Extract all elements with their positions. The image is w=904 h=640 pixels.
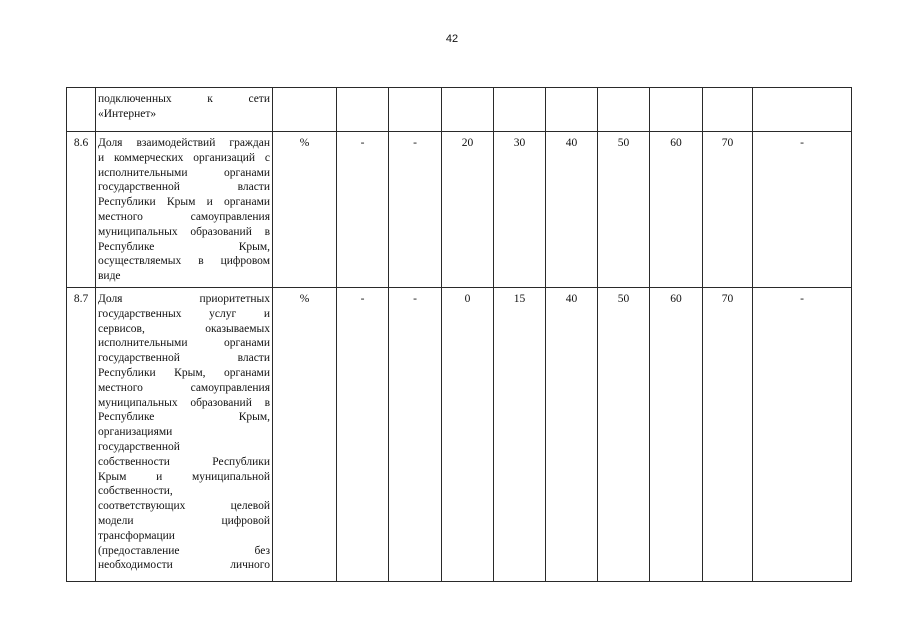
value-cell: 20 — [442, 132, 494, 288]
description-line: сервисов, оказываемых — [98, 322, 270, 335]
value-cell: - — [753, 288, 852, 582]
description-line: Республики Крым и органами — [98, 196, 270, 209]
page-number: 42 — [445, 33, 459, 45]
value-cell: 30 — [494, 132, 546, 288]
unit-cell — [273, 88, 337, 132]
indicator-description — [96, 88, 273, 132]
value-cell — [650, 88, 703, 132]
table-row — [67, 88, 852, 132]
value-cell — [494, 88, 546, 132]
description-line: государственной — [98, 440, 180, 453]
description-line: Доля взаимодействий граждан — [98, 137, 270, 149]
description-line: организациями — [98, 426, 173, 439]
value-cell — [703, 88, 753, 132]
description-line: (предоставление без — [98, 544, 270, 557]
description-line: необходимости личного — [98, 559, 270, 572]
table-row — [67, 132, 852, 288]
value-cell: 60 — [650, 288, 703, 582]
description-line: Крым и муниципальной — [98, 470, 270, 483]
value-cell: 40 — [546, 132, 598, 288]
indicator-description — [96, 288, 273, 582]
row-number: 8.7 — [67, 288, 96, 582]
value-cell: 0 — [442, 288, 494, 582]
description-line: государственной власти — [98, 181, 270, 194]
description-line: муниципальных образований в — [98, 225, 270, 238]
description-line: Республике Крым, — [98, 411, 270, 424]
value-cell: 60 — [650, 132, 703, 288]
indicator-description — [96, 132, 273, 288]
description-line: Республики Крым, органами — [98, 366, 270, 379]
value-cell — [389, 88, 442, 132]
row-number: 8.6 — [67, 132, 96, 288]
value-cell — [337, 88, 389, 132]
description-line: подключенных к сети — [98, 93, 270, 105]
value-cell: 70 — [703, 132, 753, 288]
indicator-table — [66, 87, 852, 582]
description-line: муниципальных образований в — [98, 396, 270, 409]
description-line: трансформации — [98, 529, 175, 542]
value-cell: 70 — [703, 288, 753, 582]
value-cell: - — [337, 288, 389, 582]
value-cell: 50 — [598, 132, 650, 288]
description-line: исполнительными органами — [98, 166, 270, 179]
value-cell: - — [337, 132, 389, 288]
description-line: модели цифровой — [98, 514, 270, 527]
row-number — [67, 88, 96, 132]
description-line: исполнительными органами — [98, 337, 270, 350]
description-line: осуществляемых в цифровом — [98, 255, 270, 268]
value-cell: 50 — [598, 288, 650, 582]
description-line: местного самоуправления — [98, 210, 270, 223]
value-cell — [753, 88, 852, 132]
value-cell — [598, 88, 650, 132]
value-cell: 40 — [546, 288, 598, 582]
value-cell: - — [753, 132, 852, 288]
description-line: собственности Республики — [98, 455, 270, 468]
description-line: и коммерческих организаций с — [98, 151, 270, 164]
description-line: государственных услуг и — [98, 307, 270, 320]
unit-cell: % — [273, 132, 337, 288]
unit-cell: % — [273, 288, 337, 582]
description-line: местного самоуправления — [98, 381, 270, 394]
table-row — [67, 288, 852, 582]
description-line: «Интернет» — [98, 107, 157, 120]
value-cell — [546, 88, 598, 132]
description-line: Республике Крым, — [98, 240, 270, 253]
description-line: соответствующих целевой — [98, 500, 270, 513]
description-line: государственной власти — [98, 352, 270, 365]
description-line: собственности, — [98, 485, 173, 498]
value-cell: - — [389, 132, 442, 288]
description-line: виде — [98, 270, 121, 283]
description-line: Доля приоритетных — [98, 293, 270, 305]
value-cell: 15 — [494, 288, 546, 582]
value-cell: - — [389, 288, 442, 582]
value-cell — [442, 88, 494, 132]
